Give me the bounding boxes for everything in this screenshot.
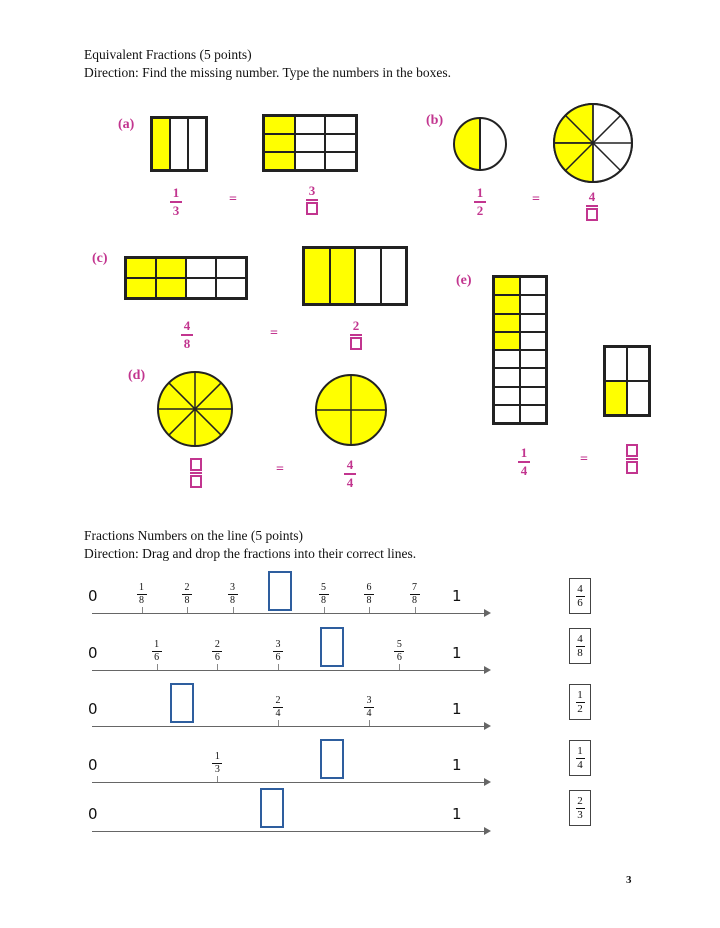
answer-input-box-denominator[interactable] bbox=[626, 461, 638, 474]
empty-part bbox=[381, 248, 407, 304]
number-line-start: 0 bbox=[88, 587, 98, 605]
answer-input-box-numerator[interactable] bbox=[190, 458, 202, 471]
number-line-end: 1 bbox=[452, 700, 462, 718]
tick-fraction bbox=[151, 640, 163, 663]
problem-a-left-fraction bbox=[170, 186, 182, 218]
drop-target-box[interactable] bbox=[268, 571, 292, 611]
tick-numerator: 1 bbox=[139, 582, 144, 593]
tick-fraction bbox=[181, 583, 193, 606]
empty-part bbox=[186, 258, 216, 278]
tick-denominator: 3 bbox=[214, 764, 220, 775]
tick-denominator: 4 bbox=[275, 708, 281, 719]
tile-numerator: 4 bbox=[577, 582, 583, 595]
tick-denominator: 8 bbox=[230, 595, 235, 606]
shaded-part bbox=[264, 134, 295, 152]
problem-e-bar-quarters bbox=[603, 345, 651, 417]
tick-numerator: 2 bbox=[184, 582, 190, 593]
number-line-end: 1 bbox=[452, 587, 462, 605]
number-line bbox=[92, 831, 486, 832]
number-line bbox=[92, 613, 486, 614]
problem-b-circle-eighths bbox=[552, 102, 634, 184]
empty-part bbox=[520, 277, 546, 295]
fraction-bar bbox=[586, 205, 598, 207]
tile-denominator: 2 bbox=[577, 702, 583, 715]
tick-numerator: 1 bbox=[214, 751, 220, 762]
empty-part bbox=[325, 152, 356, 170]
numerator: 4 bbox=[346, 457, 354, 472]
tick-denominator: 8 bbox=[321, 595, 326, 606]
shaded-part bbox=[494, 314, 520, 332]
shaded-part bbox=[264, 152, 295, 170]
denominator: 4 bbox=[346, 475, 354, 490]
empty-part bbox=[325, 134, 356, 152]
tick-fraction bbox=[272, 640, 284, 663]
arrow-head-icon bbox=[484, 722, 491, 730]
empty-part bbox=[325, 116, 356, 134]
problem-a-right-fraction bbox=[306, 184, 318, 215]
tick-denominator: 6 bbox=[154, 652, 160, 663]
number-line-end: 1 bbox=[452, 756, 462, 774]
denominator: 8 bbox=[183, 336, 191, 351]
problem-c-label: (c) bbox=[92, 251, 108, 266]
empty-part bbox=[520, 295, 546, 313]
empty-part bbox=[520, 350, 546, 368]
equals-sign: = bbox=[532, 192, 540, 207]
shaded-part bbox=[152, 118, 170, 170]
tick-mark bbox=[233, 607, 234, 613]
tick-mark bbox=[369, 720, 370, 726]
section1-title: Equivalent Fractions (5 points) bbox=[84, 47, 252, 62]
problem-a-label: (a) bbox=[118, 117, 135, 132]
tick-mark bbox=[415, 607, 416, 613]
tick-mark bbox=[217, 664, 218, 670]
tick-mark bbox=[278, 720, 279, 726]
tick-numerator: 2 bbox=[214, 639, 220, 650]
tile-denominator: 8 bbox=[577, 646, 583, 659]
tick-mark bbox=[324, 607, 325, 613]
empty-part bbox=[520, 332, 546, 350]
problem-c-bar-quarters bbox=[302, 246, 408, 306]
arrow-head-icon bbox=[484, 666, 491, 674]
tick-denominator: 6 bbox=[396, 652, 402, 663]
empty-part bbox=[188, 118, 206, 170]
tick-fraction bbox=[272, 696, 284, 719]
tick-fraction bbox=[363, 583, 375, 606]
shaded-part bbox=[494, 332, 520, 350]
tick-denominator: 8 bbox=[184, 595, 190, 606]
number-line-start: 0 bbox=[88, 700, 98, 718]
problem-d-circle-eighths bbox=[156, 370, 234, 448]
tick-numerator: 3 bbox=[230, 582, 235, 593]
tick-denominator: 8 bbox=[139, 595, 144, 606]
equals-sign: = bbox=[229, 192, 237, 207]
fraction-bar bbox=[626, 458, 638, 460]
number-line-start: 0 bbox=[88, 805, 98, 823]
empty-part bbox=[520, 314, 546, 332]
tick-mark bbox=[369, 607, 370, 613]
numerator: 1 bbox=[520, 445, 528, 460]
empty-part bbox=[295, 152, 326, 170]
denominator: 3 bbox=[172, 203, 180, 218]
tile-numerator: 2 bbox=[577, 794, 583, 807]
numerator: 1 bbox=[172, 185, 180, 200]
numerator: 4 bbox=[588, 189, 596, 204]
empty-part bbox=[295, 134, 326, 152]
problem-b-label: (b) bbox=[426, 113, 444, 128]
empty-part bbox=[216, 258, 246, 278]
tick-numerator: 6 bbox=[366, 582, 372, 593]
problem-d-right-fraction bbox=[344, 458, 356, 490]
number-line-start: 0 bbox=[88, 756, 98, 774]
answer-input-box[interactable] bbox=[306, 202, 318, 215]
problem-b-right-fraction bbox=[586, 190, 598, 221]
problem-c-left-fraction bbox=[181, 319, 193, 351]
number-line-start: 0 bbox=[88, 644, 98, 662]
tile-numerator: 1 bbox=[577, 688, 583, 701]
empty-part bbox=[627, 381, 649, 415]
empty-part bbox=[494, 350, 520, 368]
shaded-part bbox=[126, 278, 156, 298]
tick-fraction bbox=[363, 696, 375, 719]
fraction-bar bbox=[350, 334, 362, 336]
number-line bbox=[92, 726, 486, 727]
arrow-head-icon bbox=[484, 609, 491, 617]
tick-mark bbox=[399, 664, 400, 670]
number-line bbox=[92, 670, 486, 671]
problem-d-left-fraction bbox=[190, 458, 202, 488]
empty-part bbox=[520, 368, 546, 386]
empty-part bbox=[170, 118, 188, 170]
tick-fraction bbox=[409, 583, 421, 606]
answer-input-box[interactable] bbox=[586, 208, 598, 221]
empty-part bbox=[520, 387, 546, 405]
tick-fraction bbox=[211, 752, 223, 775]
empty-part bbox=[494, 368, 520, 386]
tick-fraction bbox=[211, 640, 223, 663]
empty-part bbox=[186, 278, 216, 298]
empty-part bbox=[605, 347, 627, 381]
tile-denominator: 3 bbox=[577, 808, 583, 821]
equals-sign: = bbox=[276, 462, 284, 477]
drop-target-box[interactable] bbox=[320, 627, 344, 667]
tick-numerator: 5 bbox=[396, 639, 402, 650]
draggable-fraction-tile[interactable] bbox=[569, 790, 591, 826]
tick-mark bbox=[157, 664, 158, 670]
denominator: 2 bbox=[476, 203, 484, 218]
shaded-part bbox=[156, 258, 186, 278]
problem-e-label: (e) bbox=[456, 273, 472, 288]
tick-numerator: 1 bbox=[154, 639, 160, 650]
problem-d-circle-quarters bbox=[314, 373, 388, 447]
draggable-fraction-tile[interactable] bbox=[569, 684, 591, 720]
problem-c-bar-eighths bbox=[124, 256, 248, 300]
shaded-part bbox=[494, 277, 520, 295]
numerator: 1 bbox=[476, 185, 484, 200]
number-line-end: 1 bbox=[452, 805, 462, 823]
empty-part bbox=[494, 387, 520, 405]
empty-part bbox=[520, 405, 546, 423]
tick-fraction bbox=[136, 583, 148, 606]
section1-direction: Direction: Find the missing number. Type the numbers in the boxes. bbox=[84, 65, 452, 80]
section2-direction: Direction: Drag and drop the fractions into their correct lines. bbox=[84, 546, 417, 561]
arrow-head-icon bbox=[484, 778, 491, 786]
shaded-part bbox=[605, 381, 627, 415]
problem-e-right-fraction bbox=[626, 444, 638, 474]
empty-part bbox=[216, 278, 246, 298]
numerator: 4 bbox=[183, 318, 191, 333]
tick-numerator: 3 bbox=[275, 639, 281, 650]
number-line-end: 1 bbox=[452, 644, 462, 662]
numerator: 3 bbox=[308, 183, 316, 198]
tick-denominator: 8 bbox=[412, 595, 417, 606]
number-line bbox=[92, 782, 486, 783]
equals-sign: = bbox=[270, 326, 278, 341]
drop-target-box[interactable] bbox=[170, 683, 194, 723]
shaded-part bbox=[494, 295, 520, 313]
empty-part bbox=[494, 405, 520, 423]
shaded-part bbox=[330, 248, 356, 304]
tick-mark bbox=[278, 664, 279, 670]
answer-input-box-numerator[interactable] bbox=[626, 444, 638, 457]
problem-a-bar-thirds bbox=[150, 116, 208, 172]
tick-denominator: 4 bbox=[366, 708, 372, 719]
tick-fraction bbox=[393, 640, 405, 663]
problem-b-circle-halves bbox=[452, 116, 508, 172]
shaded-part bbox=[126, 258, 156, 278]
tick-numerator: 5 bbox=[321, 582, 326, 593]
tile-numerator: 1 bbox=[577, 744, 583, 757]
tile-denominator: 4 bbox=[577, 758, 583, 771]
fraction-bar bbox=[190, 472, 202, 474]
tick-mark bbox=[142, 607, 143, 613]
tick-denominator: 6 bbox=[275, 652, 281, 663]
draggable-fraction-tile[interactable] bbox=[569, 628, 591, 664]
shaded-part bbox=[304, 248, 330, 304]
tile-denominator: 6 bbox=[577, 596, 583, 609]
shaded-part bbox=[156, 278, 186, 298]
drop-target-box[interactable] bbox=[320, 739, 344, 779]
empty-part bbox=[355, 248, 381, 304]
problem-a-bar-ninths bbox=[262, 114, 358, 172]
problem-e-bar-sixteenths bbox=[492, 275, 548, 425]
empty-part bbox=[627, 347, 649, 381]
tick-numerator: 2 bbox=[275, 695, 281, 706]
section2-title: Fractions Numbers on the line (5 points) bbox=[84, 528, 303, 543]
drop-target-box[interactable] bbox=[260, 788, 284, 828]
empty-part bbox=[295, 116, 326, 134]
denominator: 4 bbox=[520, 463, 528, 478]
fraction-bar bbox=[306, 199, 318, 201]
tick-mark bbox=[187, 607, 188, 613]
answer-input-box[interactable] bbox=[350, 337, 362, 350]
tick-fraction bbox=[318, 583, 330, 606]
problem-c-right-fraction bbox=[350, 319, 362, 350]
arrow-head-icon bbox=[484, 827, 491, 835]
page-number: 3 bbox=[626, 874, 632, 886]
tick-numerator: 7 bbox=[412, 582, 417, 593]
tile-numerator: 4 bbox=[577, 632, 583, 645]
problem-e-left-fraction bbox=[518, 446, 530, 478]
tick-numerator: 3 bbox=[366, 695, 372, 706]
answer-input-box-denominator[interactable] bbox=[190, 475, 202, 488]
numerator: 2 bbox=[352, 318, 360, 333]
shaded-part bbox=[264, 116, 295, 134]
equals-sign: = bbox=[580, 452, 588, 467]
tick-fraction bbox=[227, 583, 239, 606]
draggable-fraction-tile[interactable] bbox=[569, 578, 591, 614]
tick-mark bbox=[217, 776, 218, 782]
tick-denominator: 8 bbox=[366, 595, 372, 606]
tick-denominator: 6 bbox=[214, 652, 220, 663]
draggable-fraction-tile[interactable] bbox=[569, 740, 591, 776]
problem-d-label: (d) bbox=[128, 368, 146, 383]
problem-b-left-fraction bbox=[474, 186, 486, 218]
